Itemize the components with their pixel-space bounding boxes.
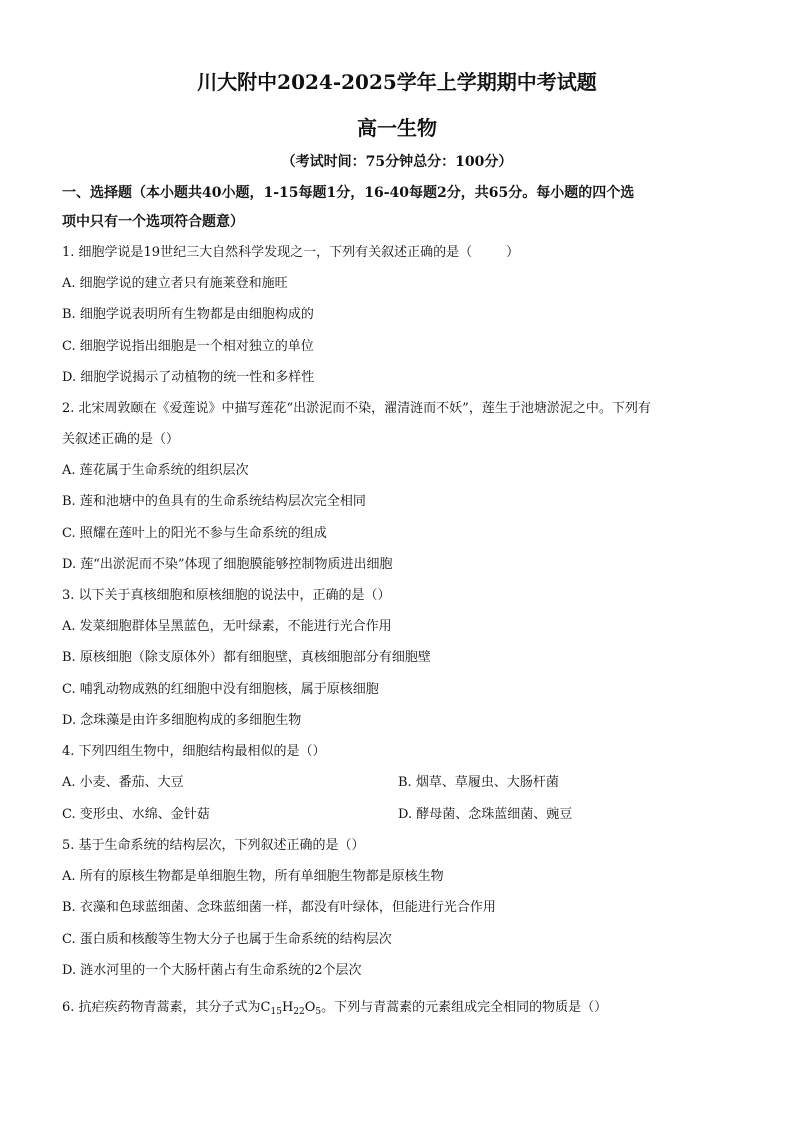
question-6-stem	[62, 1000, 607, 1020]
exam-info: （考试时间：75分钟总分：100分）	[281, 154, 513, 170]
question-1-stem-close: ）	[506, 245, 520, 260]
formula-oxygen-count: 5	[315, 1007, 322, 1017]
question-5-option-d: D. 涟水河里的一个大肠杆菌占有生命系统的2个层次	[62, 963, 362, 978]
formula-hydrogen: H	[281, 1000, 294, 1015]
question-2-option-d: D. 莲“出淤泥而不染”体现了细胞膜能够控制物质进出细胞	[62, 557, 393, 572]
exam-title: 川大附中2024-2025学年上学期期中考试题	[197, 70, 597, 94]
section-heading-line1: 一、选择题（本小题共40小题，1-15每题1分，16-40每题2分，共65分。每小题的四个选	[62, 185, 635, 201]
question-1-stem	[62, 245, 519, 261]
question-2-option-b: B. 莲和池塘中的鱼具有的生命系统结构层次完全相同	[62, 494, 366, 509]
formula-carbon-count: 15	[270, 1007, 282, 1017]
question-4-option-c: C. 变形虫、水绵、金针菇	[62, 807, 210, 822]
question-3-option-b: B. 原核细胞（除支原体外）都有细胞壁，真核细胞部分有细胞壁	[62, 650, 431, 665]
formula-carbon: C	[260, 1000, 271, 1015]
question-2-stem-line2: 关叙述正确的是（）	[62, 432, 180, 447]
question-1-option-b: B. 细胞学说表明所有生物都是由细胞构成的	[62, 307, 314, 322]
question-3-option-c: C. 哺乳动物成熟的红细胞中没有细胞核，属于原核细胞	[62, 682, 379, 697]
question-5-option-c: C. 蛋白质和核酸等生物大分子也属于生命系统的结构层次	[62, 932, 392, 947]
question-2-stem-line1: 2. 北宋周敦颐在《爱莲说》中描写莲花“出淤泥而不染，濯清涟而不妖”，莲生于池塘淤泥之中。下列有	[62, 401, 651, 416]
question-6-stem-text: 6. 抗疟疾药物青蒿素，其分子式为	[62, 1000, 261, 1015]
question-2-option-c: C. 照耀在莲叶上的阳光不参与生命系统的组成	[62, 526, 327, 541]
question-1-option-c: C. 细胞学说指出细胞是一个相对独立的单位	[62, 339, 314, 354]
question-3-option-a: A. 发菜细胞群体呈黑蓝色，无叶绿素，不能进行光合作用	[62, 619, 392, 634]
question-1-option-a: A. 细胞学说的建立者只有施莱登和施旺	[62, 276, 288, 291]
question-4-stem: 4. 下列四组生物中，细胞结构最相似的是（）	[62, 744, 326, 759]
question-2-option-a: A. 莲花属于生命系统的组织层次	[62, 463, 249, 478]
formula-hydrogen-count: 22	[293, 1007, 305, 1017]
question-1-stem-text: 1. 细胞学说是19世纪三大自然科学发现之一，下列有关叙述正确的是（	[62, 245, 473, 260]
section-heading-line2: 项中只有一个选项符合题意）	[62, 214, 244, 230]
molecular-formula	[261, 1000, 322, 1015]
question-5-stem: 5. 基于生命系统的结构层次，下列叙述正确的是（）	[62, 838, 365, 853]
question-4-option-a: A. 小麦、番茄、大豆	[62, 775, 184, 790]
question-1-option-d: D. 细胞学说揭示了动植物的统一性和多样性	[62, 370, 315, 385]
subject-title: 高一生物	[357, 116, 437, 140]
question-4-option-d: D. 酵母菌、念珠蓝细菌、豌豆	[398, 807, 573, 822]
question-6-stem-rest: 。下列与青蒿素的元素组成完全相同的物质是（）	[321, 1000, 608, 1015]
formula-oxygen: O	[304, 1000, 316, 1015]
question-3-stem: 3. 以下关于真核细胞和原核细胞的说法中，正确的是（）	[62, 588, 391, 603]
question-3-option-d: D. 念珠藻是由许多细胞构成的多细胞生物	[62, 713, 302, 728]
question-5-option-a: A. 所有的原核生物都是单细胞生物，所有单细胞生物都是原核生物	[62, 869, 444, 884]
question-5-option-b: B. 衣藻和色球蓝细菌、念珠蓝细菌一样，都没有叶绿体，但能进行光合作用	[62, 900, 496, 915]
question-4-option-b: B. 烟草、草履虫、大肠杆菌	[398, 775, 559, 790]
